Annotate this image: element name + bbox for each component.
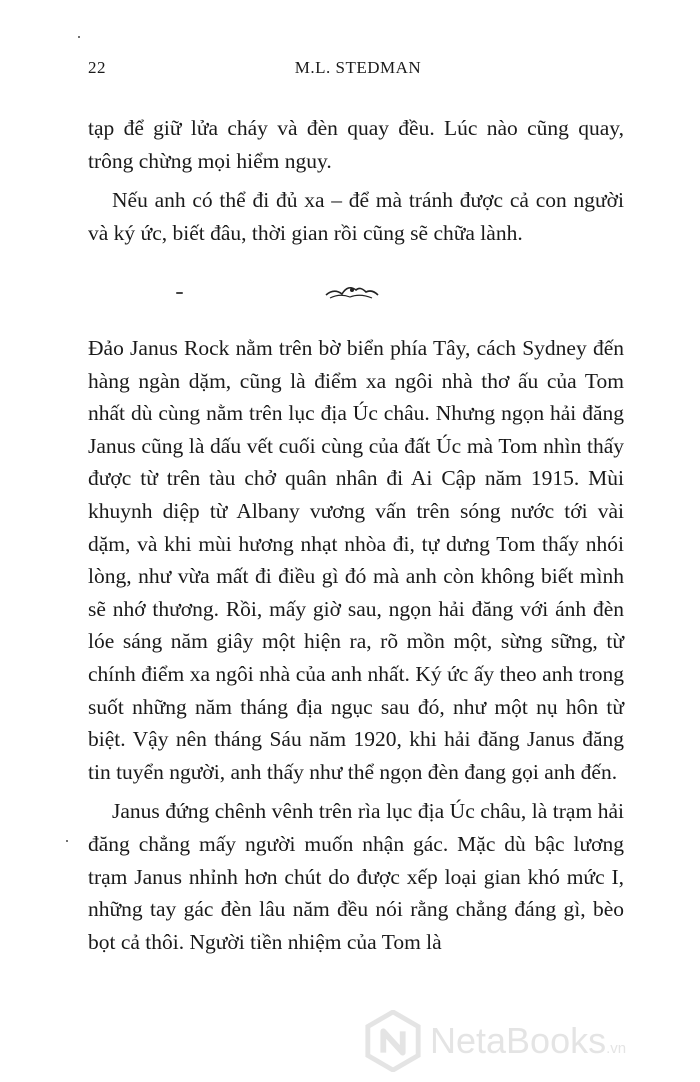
section-1 bbox=[88, 112, 624, 249]
section-2 bbox=[88, 332, 624, 958]
page-number: 22 bbox=[88, 58, 106, 77]
running-head: M.L. STEDMAN bbox=[294, 58, 422, 77]
print-speck bbox=[66, 840, 68, 842]
watermark bbox=[362, 1008, 692, 1074]
wave-ornament-icon bbox=[300, 278, 400, 302]
print-speck bbox=[78, 36, 80, 38]
watermark-text: NetaBooks.vn bbox=[430, 1020, 627, 1061]
paragraph: Janus đứng chênh vênh trên rìa lục địa Úc châu, là trạm hải đăng chẳng mấy người muốn nhận gác. Mặc dù bậc lương trạm Janus nhỉnh hơn chút do được xếp loại gian khó mức I, những tay gác đèn lâu năm đều nói rằng chẳng đáng gì, bèo bọt cả thôi. Người tiền nhiệm của Tom là bbox=[88, 799, 624, 954]
paragraph: tạp để giữ lửa cháy và đèn quay đều. Lúc nào cũng quay, trông chừng mọi hiểm nguy. bbox=[88, 116, 624, 173]
page-header bbox=[88, 58, 628, 84]
print-speck bbox=[176, 292, 183, 294]
paragraph: Đảo Janus Rock nằm trên bờ biển phía Tây, cách Sydney đến hàng ngàn dặm, cũng là điểm xa ngôi nhà thơ ấu của Tom nhất dù cùng nằm trên lục địa Úc châu. Nhưng ngọn hải đăng Janus cũng là dấu vết cuối cùng của đất Úc mà Tom nhìn thấy được từ trên tàu chở quân nhân đi Ai Cập năm 1915. Mùi khuynh diệp từ Albany vương vấn trên sóng nước tới vài dặm, và khi mùi hương nhạt nhòa đi, tự dưng Tom thấy nhói lòng, như vừa mất đi điều gì đó mà anh còn không biết mình sẽ nhớ thương. Rồi, mấy giờ sau, ngọn hải đăng với ánh đèn lóe sáng năm giây một hiện ra, rõ mồn một, sừng sững, từ chính điểm xa ngôi nhà của anh nhất. Ký ức ấy theo anh trong suốt những năm tháng địa ngục sau đó, như một nụ hôn từ biệt. Vậy nên tháng Sáu năm 1920, khi hải đăng Janus đăng tin tuyển người, anh thấy như thể ngọn đèn đang gọi anh đến. bbox=[88, 336, 624, 784]
paragraph: Nếu anh có thể đi đủ xa – để mà tránh được cả con người và ký ức, biết đâu, thời gian rồi cũng sẽ chữa lành. bbox=[88, 188, 624, 245]
netabooks-logo-icon bbox=[362, 1010, 424, 1072]
